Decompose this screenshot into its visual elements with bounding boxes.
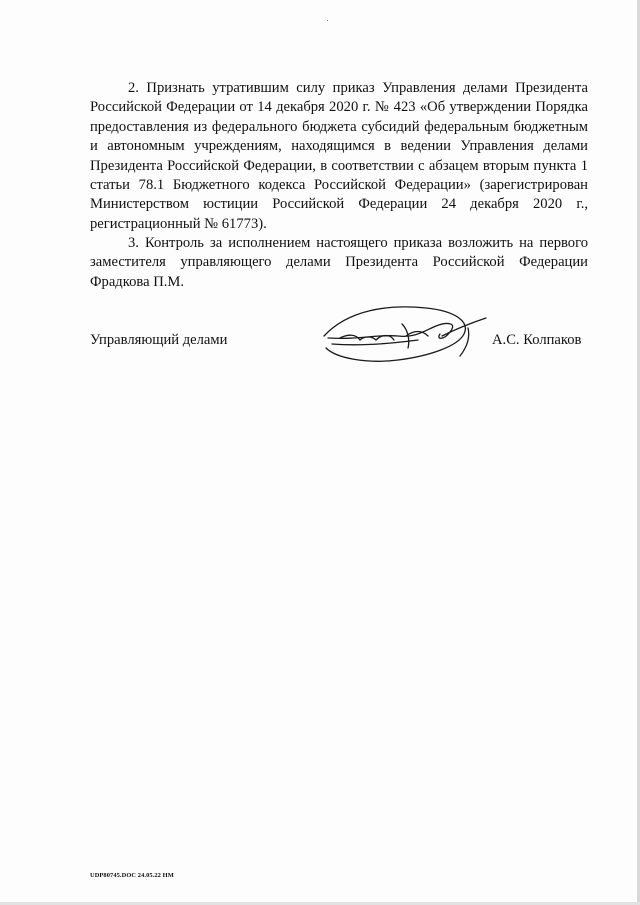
signatory-title: Управляющий делами	[90, 332, 228, 348]
handwritten-signature	[318, 300, 493, 364]
paragraph-2: 2. Признать утратившим силу приказ Управления делами Президента Российской Федерации от 14 декабря 2020 г. № 423 «Об утверждении Порядка предоставления из федерального бюджета субсидий федеральным бюджетным и автономным учреждениям, находящимся в ведении Управления делами Президента Российской Федерации, в соответствии с абзацем вторым пункта 1 статьи 78.1 Бюджетного кодекса Российской Федерации» (зарегистрирован Министерством юстиции Российской Федерации 24 декабря 2020 г., регистрационный № 61773).	[90, 80, 588, 232]
document-footer-code: UDP80745.DOC 24.05.22 HM	[90, 872, 174, 879]
paragraph-3: 3. Контроль за исполнением настоящего приказа возложить на первого заместителя управляющего делами Президента Российской Федерации Фрадкова П.М.	[90, 235, 588, 290]
signatory-name: А.С. Колпаков	[492, 332, 582, 348]
scan-speck	[327, 20, 328, 21]
